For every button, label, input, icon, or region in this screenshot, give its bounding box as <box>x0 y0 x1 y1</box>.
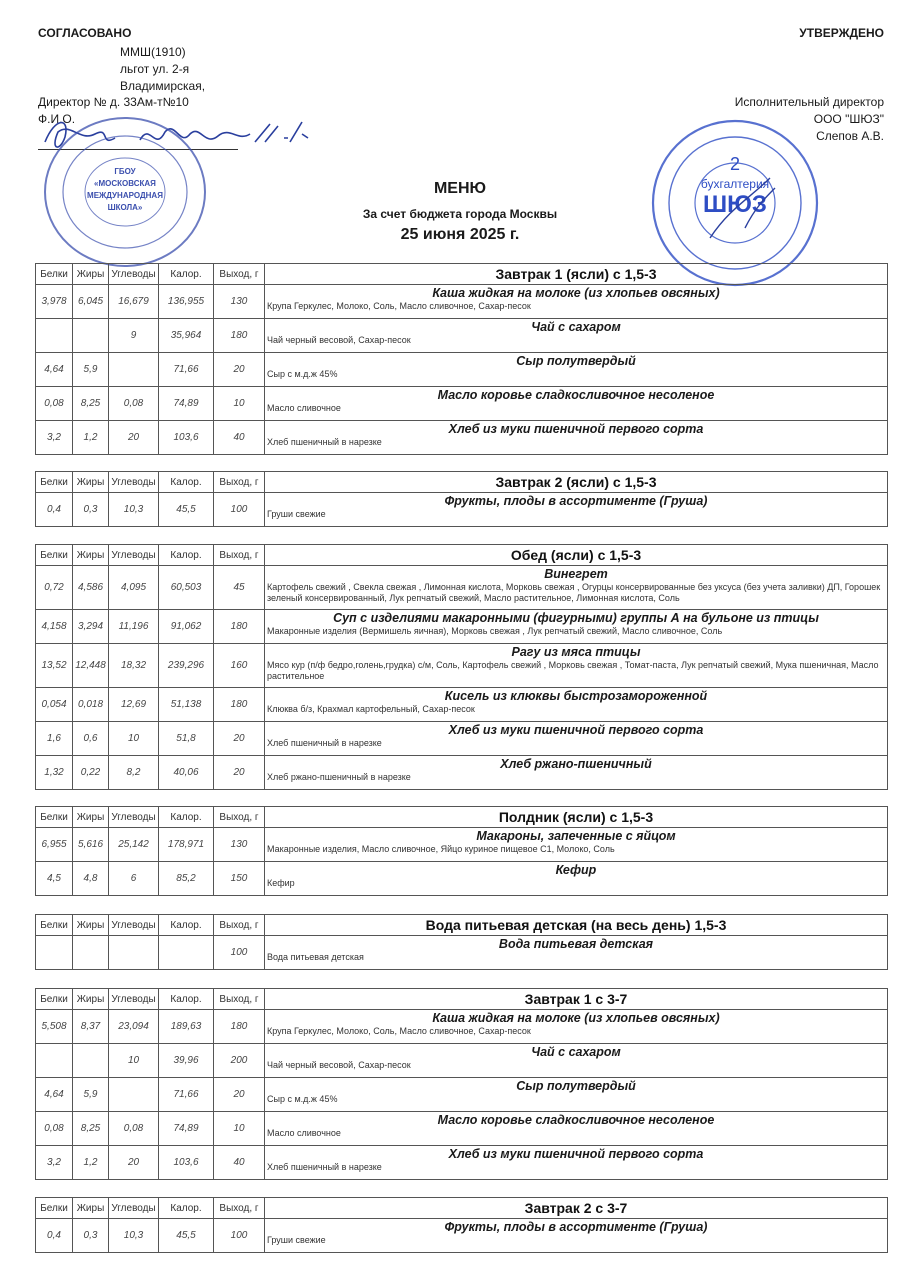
dish-description <box>265 1044 888 1078</box>
nutrition-value: 100 <box>214 1219 265 1253</box>
column-header: Выход, г <box>214 915 265 936</box>
nutrition-value: 100 <box>214 493 265 527</box>
nutrition-value: 0,4 <box>36 1219 73 1253</box>
nutrition-value: 0,08 <box>36 387 73 421</box>
nutrition-value: 3,2 <box>36 421 73 455</box>
dish-ingredients: Хлеб пшеничный в нарезке <box>267 1162 382 1172</box>
column-header: Жиры <box>73 915 109 936</box>
svg-text:2: 2 <box>729 154 741 174</box>
dish-name: Чай с сахаром <box>531 1045 621 1059</box>
dish-name: Кефир <box>555 863 597 877</box>
dish-description <box>265 1078 888 1112</box>
meal-section <box>35 263 888 455</box>
column-header: Выход, г <box>214 989 265 1010</box>
nutrition-value: 40,06 <box>159 756 214 790</box>
dish-row <box>36 1146 888 1180</box>
column-header: Жиры <box>73 264 109 285</box>
nutrition-value: 74,89 <box>159 387 214 421</box>
dish-ingredients: Крупа Геркулес, Молоко, Соль, Масло сливочное, Сахар-песок <box>267 1026 531 1036</box>
dish-row <box>36 1219 888 1253</box>
nutrition-value: 91,062 <box>159 610 214 644</box>
nutrition-value: 6 <box>109 862 159 896</box>
nutrition-value: 1,2 <box>73 421 109 455</box>
dish-name: Каша жидкая на молоке (из хлопьев овсяных) <box>432 1011 720 1025</box>
dish-row <box>36 688 888 722</box>
nutrition-value: 1,32 <box>36 756 73 790</box>
svg-text:ШКОЛА»: ШКОЛА» <box>107 203 143 212</box>
nutrition-value: 178,971 <box>159 828 214 862</box>
dish-row <box>36 936 888 970</box>
meal-section <box>35 1197 888 1253</box>
dish-name: Фрукты, плоды в ассортименте (Груша) <box>444 494 708 508</box>
meal-title: Обед (ясли) с 1,5-3 <box>265 545 888 566</box>
dish-description <box>265 1010 888 1044</box>
column-header: Выход, г <box>214 1198 265 1219</box>
column-header: Калор. <box>159 545 214 566</box>
column-header: Углеводы <box>109 472 159 493</box>
nutrition-value: 0,22 <box>73 756 109 790</box>
nutrition-value: 40 <box>214 1146 265 1180</box>
nutrition-value: 180 <box>214 610 265 644</box>
nutrition-value: 10,3 <box>109 1219 159 1253</box>
dish-ingredients: Груши свежие <box>267 509 326 519</box>
nutrition-value: 150 <box>214 862 265 896</box>
dish-row <box>36 319 888 353</box>
dish-row <box>36 421 888 455</box>
svg-text:бухгалтерия: бухгалтерия <box>700 177 770 191</box>
column-header: Углеводы <box>109 989 159 1010</box>
nutrition-value: 51,8 <box>159 722 214 756</box>
nutrition-value: 0,3 <box>73 493 109 527</box>
nutrition-value: 45 <box>214 566 265 610</box>
nutrition-value: 130 <box>214 285 265 319</box>
column-header: Жиры <box>73 989 109 1010</box>
column-header-row <box>36 472 888 493</box>
dish-description <box>265 566 888 610</box>
nutrition-value <box>36 319 73 353</box>
nutrition-value: 16,679 <box>109 285 159 319</box>
dish-ingredients: Крупа Геркулес, Молоко, Соль, Масло сливочное, Сахар-песок <box>267 301 531 311</box>
column-header: Углеводы <box>109 264 159 285</box>
nutrition-value: 4,64 <box>36 1078 73 1112</box>
nutrition-value: 4,64 <box>36 353 73 387</box>
column-header: Углеводы <box>109 915 159 936</box>
dish-name: Макароны, запеченные с яйцом <box>476 829 676 843</box>
dish-ingredients: Масло сливочное <box>267 403 341 413</box>
dish-row <box>36 722 888 756</box>
dish-ingredients: Чай черный весовой, Сахар-песок <box>267 335 411 345</box>
nutrition-value: 8,2 <box>109 756 159 790</box>
nutrition-value: 5,616 <box>73 828 109 862</box>
nutrition-value: 3,978 <box>36 285 73 319</box>
nutrition-value: 100 <box>214 936 265 970</box>
dish-name: Каша жидкая на молоке (из хлопьев овсяных) <box>432 286 720 300</box>
nutrition-value: 136,955 <box>159 285 214 319</box>
meal-title: Завтрак 2 с 3-7 <box>265 1198 888 1219</box>
column-header: Выход, г <box>214 472 265 493</box>
dish-ingredients: Мясо кур (п/ф бедро,голень,грудка) с/м, Соль, Картофель свежий , Морковь свежая , Томат-паста, Лук репчатый свежий, Мука пшеничная, Масло растительное <box>267 660 879 681</box>
menu-date: 25 июня 2025 г. <box>400 226 520 243</box>
dish-name: Фрукты, плоды в ассортименте (Груша) <box>444 1220 708 1234</box>
nutrition-value: 5,9 <box>73 353 109 387</box>
dish-ingredients: Чай черный весовой, Сахар-песок <box>267 1060 411 1070</box>
nutrition-value: 9 <box>109 319 159 353</box>
column-header: Жиры <box>73 807 109 828</box>
nutrition-value: 45,5 <box>159 1219 214 1253</box>
column-header: Белки <box>36 989 73 1010</box>
nutrition-value: 71,66 <box>159 353 214 387</box>
nutrition-value: 6,955 <box>36 828 73 862</box>
column-header: Углеводы <box>109 807 159 828</box>
dish-ingredients: Макаронные изделия (Вермишель яичная), Морковь свежая , Лук репчатый свежий, Масло сливочное, Соль <box>267 626 723 636</box>
nutrition-value: 8,25 <box>73 1112 109 1146</box>
nutrition-value: 74,89 <box>159 1112 214 1146</box>
column-header: Калор. <box>159 472 214 493</box>
dish-name: Хлеб ржано-пшеничный <box>500 757 652 771</box>
nutrition-value: 39,96 <box>159 1044 214 1078</box>
nutrition-value: 3,294 <box>73 610 109 644</box>
column-header: Белки <box>36 1198 73 1219</box>
nutrition-value: 40 <box>214 421 265 455</box>
dish-row <box>36 610 888 644</box>
dish-ingredients: Хлеб пшеничный в нарезке <box>267 437 382 447</box>
nutrition-value: 10 <box>109 722 159 756</box>
dish-description <box>265 319 888 353</box>
dish-description <box>265 828 888 862</box>
nutrition-value: 180 <box>214 688 265 722</box>
column-header: Жиры <box>73 1198 109 1219</box>
approval-title: СОГЛАСОВАНО <box>38 26 132 40</box>
dish-ingredients: Сыр с м.д.ж 45% <box>267 1094 338 1104</box>
svg-text:МЕЖДУНАРОДНАЯ: МЕЖДУНАРОДНАЯ <box>87 191 163 200</box>
nutrition-value: 12,448 <box>73 644 109 688</box>
column-header: Выход, г <box>214 264 265 285</box>
dish-description <box>265 756 888 790</box>
nutrition-value: 23,094 <box>109 1010 159 1044</box>
meal-section <box>35 806 888 896</box>
fio-label: Ф.И.О. <box>38 112 76 126</box>
nutrition-value <box>73 936 109 970</box>
column-header: Калор. <box>159 1198 214 1219</box>
column-header: Калор. <box>159 989 214 1010</box>
nutrition-value <box>109 1078 159 1112</box>
nutrition-value: 0,08 <box>36 1112 73 1146</box>
dish-name: Чай с сахаром <box>531 320 621 334</box>
dish-row <box>36 1112 888 1146</box>
nutrition-value <box>36 1044 73 1078</box>
column-header: Выход, г <box>214 807 265 828</box>
nutrition-value: 12,69 <box>109 688 159 722</box>
dish-ingredients: Макаронные изделия, Масло сливочное, Яйцо куриное пищевое С1, Молоко, Соль <box>267 844 615 854</box>
approver-org: ООО "ШЮЗ" <box>813 112 884 126</box>
nutrition-value: 4,095 <box>109 566 159 610</box>
dish-ingredients: Хлеб ржано-пшеничный в нарезке <box>267 772 411 782</box>
meal-section <box>35 544 888 790</box>
dish-description <box>265 1219 888 1253</box>
nutrition-value <box>73 1044 109 1078</box>
dish-description <box>265 688 888 722</box>
nutrition-value: 180 <box>214 319 265 353</box>
menu-subtitle: За счет бюджета города Москвы <box>362 207 558 221</box>
column-header: Белки <box>36 264 73 285</box>
nutrition-value: 0,08 <box>109 387 159 421</box>
nutrition-value: 6,045 <box>73 285 109 319</box>
nutrition-value: 71,66 <box>159 1078 214 1112</box>
meal-title: Полдник (ясли) с 1,5-3 <box>265 807 888 828</box>
dish-description <box>265 862 888 896</box>
dish-ingredients: Клюква б/з, Крахмал картофельный, Сахар-песок <box>267 704 475 714</box>
dish-ingredients: Сыр с м.д.ж 45% <box>267 369 338 379</box>
svg-text:ШЮЗ: ШЮЗ <box>703 191 767 218</box>
nutrition-value: 5,508 <box>36 1010 73 1044</box>
meal-title: Завтрак 1 с 3-7 <box>265 989 888 1010</box>
nutrition-value: 0,6 <box>73 722 109 756</box>
column-header-row <box>36 264 888 285</box>
dish-description <box>265 722 888 756</box>
nutrition-value: 11,196 <box>109 610 159 644</box>
dish-row <box>36 1010 888 1044</box>
dish-description <box>265 936 888 970</box>
dish-row <box>36 285 888 319</box>
nutrition-value: 8,37 <box>73 1010 109 1044</box>
nutrition-value: 130 <box>214 828 265 862</box>
nutrition-value: 103,6 <box>159 1146 214 1180</box>
director-line: Директор № д. 33Ам-т№10 <box>38 95 189 109</box>
approval-block <box>38 26 278 126</box>
dish-name: Вода питьевая детская <box>498 937 654 951</box>
nutrition-value: 0,08 <box>109 1112 159 1146</box>
nutrition-value: 20 <box>214 722 265 756</box>
nutrition-value <box>73 319 109 353</box>
dish-name: Кисель из клюквы быстрозамороженной <box>444 689 708 703</box>
nutrition-value: 200 <box>214 1044 265 1078</box>
dish-description <box>265 644 888 688</box>
nutrition-value <box>36 936 73 970</box>
nutrition-value: 4,158 <box>36 610 73 644</box>
nutrition-value: 60,503 <box>159 566 214 610</box>
nutrition-value: 45,5 <box>159 493 214 527</box>
nutrition-value: 18,32 <box>109 644 159 688</box>
nutrition-value: 8,25 <box>73 387 109 421</box>
nutrition-value: 189,63 <box>159 1010 214 1044</box>
dish-ingredients: Вода питьевая детская <box>267 952 364 962</box>
nutrition-value: 35,964 <box>159 319 214 353</box>
dish-name: Сыр полутвердый <box>516 1079 636 1093</box>
svg-text:ГБОУ: ГБОУ <box>114 167 136 176</box>
dish-name: Масло коровье сладкосливочное несоленое <box>437 1113 715 1127</box>
dish-description <box>265 285 888 319</box>
column-header: Белки <box>36 472 73 493</box>
approver-name: Слепов А.В. <box>816 129 884 143</box>
nutrition-value: 13,52 <box>36 644 73 688</box>
dish-ingredients: Масло сливочное <box>267 1128 341 1138</box>
dish-row <box>36 828 888 862</box>
nutrition-value: 1,6 <box>36 722 73 756</box>
nutrition-value: 0,018 <box>73 688 109 722</box>
nutrition-value <box>109 353 159 387</box>
dish-row <box>36 353 888 387</box>
dish-ingredients: Груши свежие <box>267 1235 326 1245</box>
dish-description <box>265 610 888 644</box>
nutrition-value <box>109 936 159 970</box>
dish-row <box>36 493 888 527</box>
dish-name: Винегрет <box>544 567 608 581</box>
nutrition-value: 85,2 <box>159 862 214 896</box>
svg-text:«МОСКОВСКАЯ: «МОСКОВСКАЯ <box>94 179 156 188</box>
dish-description <box>265 1146 888 1180</box>
dish-row <box>36 1078 888 1112</box>
dish-name: Хлеб из муки пшеничной первого сорта <box>448 1147 704 1161</box>
dish-description <box>265 421 888 455</box>
column-header: Выход, г <box>214 545 265 566</box>
nutrition-value: 20 <box>214 756 265 790</box>
menu-title: МЕНЮ <box>433 180 487 197</box>
column-header: Калор. <box>159 915 214 936</box>
nutrition-value: 0,4 <box>36 493 73 527</box>
dish-description <box>265 1112 888 1146</box>
dish-description <box>265 353 888 387</box>
column-header: Белки <box>36 915 73 936</box>
nutrition-value: 3,2 <box>36 1146 73 1180</box>
dish-row <box>36 756 888 790</box>
nutrition-value: 20 <box>214 353 265 387</box>
dish-name: Суп с изделиями макаронными (фигурными) группы А на бульоне из птицы <box>333 611 819 625</box>
column-header: Белки <box>36 807 73 828</box>
column-header: Калор. <box>159 807 214 828</box>
meal-title: Вода питьевая детская (на весь день) 1,5-3 <box>265 915 888 936</box>
nutrition-value: 1,2 <box>73 1146 109 1180</box>
dish-row <box>36 1044 888 1078</box>
dish-name: Рагу из мяса птицы <box>511 645 641 659</box>
nutrition-value: 160 <box>214 644 265 688</box>
meal-section <box>35 988 888 1180</box>
column-header-row <box>36 807 888 828</box>
school-stamp-text: ММШ(1910) льгот ул. 2-я Владимирская, <box>120 45 206 93</box>
nutrition-value: 103,6 <box>159 421 214 455</box>
nutrition-value: 20 <box>109 1146 159 1180</box>
approver-role: Исполнительный директор <box>734 95 884 109</box>
dish-name: Хлеб из муки пшеничной первого сорта <box>448 422 704 436</box>
nutrition-value: 51,138 <box>159 688 214 722</box>
nutrition-value: 10 <box>109 1044 159 1078</box>
meal-section <box>35 914 888 970</box>
column-header-row <box>36 915 888 936</box>
column-header-row <box>36 1198 888 1219</box>
nutrition-value: 180 <box>214 1010 265 1044</box>
dish-ingredients: Хлеб пшеничный в нарезке <box>267 738 382 748</box>
nutrition-value: 10,3 <box>109 493 159 527</box>
dish-ingredients: Кефир <box>267 878 295 888</box>
column-header: Жиры <box>73 545 109 566</box>
nutrition-value <box>159 936 214 970</box>
meal-title: Завтрак 1 (ясли) с 1,5-3 <box>265 264 888 285</box>
nutrition-value: 20 <box>214 1078 265 1112</box>
dish-name: Масло коровье сладкосливочное несоленое <box>437 388 715 402</box>
nutrition-value: 10 <box>214 387 265 421</box>
dish-description <box>265 493 888 527</box>
dish-row <box>36 387 888 421</box>
nutrition-value: 0,72 <box>36 566 73 610</box>
round-stamp-school <box>40 112 210 272</box>
column-header: Жиры <box>73 472 109 493</box>
nutrition-value: 4,586 <box>73 566 109 610</box>
dish-row <box>36 566 888 610</box>
column-header-row <box>36 545 888 566</box>
column-header: Белки <box>36 545 73 566</box>
nutrition-value: 0,3 <box>73 1219 109 1253</box>
meal-section <box>35 471 888 527</box>
nutrition-value: 10 <box>214 1112 265 1146</box>
dish-name: Хлеб из муки пшеничной первого сорта <box>448 723 704 737</box>
column-header: Калор. <box>159 264 214 285</box>
nutrition-value: 20 <box>109 421 159 455</box>
dish-row <box>36 644 888 688</box>
dish-ingredients: Картофель свежий , Свекла свежая , Лимонная кислота, Морковь свежая , Огурцы консервированные без уксуса (без учета заливки) ДП, Горошек зеленый консервированный, Лук репчатый свежий, Масло растительное, Лимонная кислота, Соль <box>267 582 881 603</box>
column-header: Углеводы <box>109 1198 159 1219</box>
column-header: Углеводы <box>109 545 159 566</box>
nutrition-value: 25,142 <box>109 828 159 862</box>
nutrition-value: 0,054 <box>36 688 73 722</box>
nutrition-value: 4,5 <box>36 862 73 896</box>
nutrition-value: 4,8 <box>73 862 109 896</box>
approved-title: УТВЕРЖДЕНО <box>799 26 884 40</box>
dish-description <box>265 387 888 421</box>
nutrition-value: 239,296 <box>159 644 214 688</box>
dish-row <box>36 862 888 896</box>
column-header-row <box>36 989 888 1010</box>
meal-title: Завтрак 2 (ясли) с 1,5-3 <box>265 472 888 493</box>
approved-block <box>734 26 884 143</box>
nutrition-value: 5,9 <box>73 1078 109 1112</box>
dish-name: Сыр полутвердый <box>516 354 636 368</box>
